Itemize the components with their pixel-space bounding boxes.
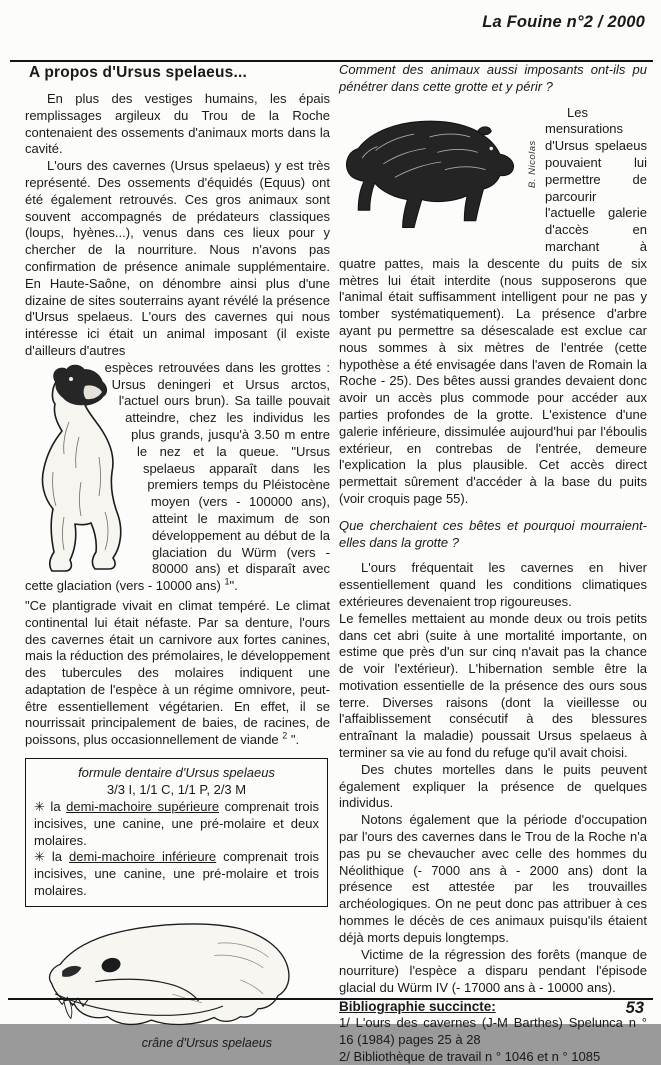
- footer-rule: [8, 998, 653, 1000]
- paragraph: Le femelles mettaient au monde deux ou trois petits dans cet abri (suite à une mortalité importante, on estime que près d'un sur cinq n'avait pas la chance de voir l'extérieur). L'hibernation semble être la motivation essentielle de la présence des ours sous terre. Diverses raisons (dont la vieillesse ou l'affaiblissement consécutif à des blessures entraînant la maladie) poussait Ursus spelaeus à terminer sa vie au fond du refuge qu'il avait choisi.: [339, 610, 647, 761]
- skull-illustration: [25, 917, 323, 1035]
- paragraph-text: "Ce plantigrade vivait en climat tempéré. Le climat continental lui était néfaste. Par sa denture, l'ours des cavernes était un carnivore aux fortes canines, mais la réduction des prémolaires, le développement des tubercules des molaires indiquent une adaptation de l'espèce à un régime omnivore, peut-être essentiellement végétarien. En effet, il se nourrissait principalement de baies, de racines, de poissons, plus occasionnellement de viande: [25, 597, 330, 748]
- paragraph: Notons également que la période d'occupation par l'ours des cavernes dans le Trou de la Roche n'a pas pu se chevaucher avec celle des hommes du Néolithique (- 7000 ans à - 2000 ans) dont la présence est attestée par les trouvailles archéologiques. On ne peut donc pas attribuer à ces hommes le décès de ces animaux puisqu'ils étaient déjà morts depuis longtemps.: [339, 812, 647, 945]
- bullet-text: comprenait trois incisives, une canine, une pré-molaire et trois molaires.: [34, 849, 320, 899]
- bullet-text: comprenait trois incisives, une canine, une pré-molaire et deux molaires.: [34, 799, 320, 848]
- figure-caption: crâne d'Ursus spelaeus: [141, 1035, 272, 1050]
- paragraph: En plus des vestiges humains, les épais remplissages argileux du Trou de la Roche contenaient des ossements d'animaux morts dans la cavité.: [25, 91, 330, 157]
- footnote-ref: 2: [282, 730, 288, 741]
- article-title: A propos d'Ursus spelaeus...: [29, 64, 248, 81]
- bibliography-heading: Bibliographie succincte:: [339, 999, 496, 1015]
- bullet-marker: ✳ la: [34, 799, 67, 815]
- paragraph: Des chutes mortelles dans le puits peuvent également expliquer la présence de quelques individus.: [339, 761, 647, 811]
- paragraph-with-bear: [339, 105, 647, 508]
- underlined-term: demi-machoire inférieure: [69, 849, 217, 865]
- dental-formula: 3/3 I, 1/1 C, 1/1 P, 2/3 M: [106, 782, 247, 798]
- dental-formula-box: [25, 758, 328, 907]
- paragraph-text: ".: [229, 578, 238, 594]
- paragraph: Victime de la régression des forêts (manque de nourriture) l'espèce a disparu pendant l'épisode glacial du Würm IV (- 17000 ans à - 10000 ans).: [339, 946, 647, 996]
- paragraph-text: Les mensurations d'Ursus spelaeus pouvaient lui permettre de parcourir l'actuelle galerie d'accès en marchant à quatre pattes, mais la descente du puits de six mètres lui était interdite (nous supposerons que l'animal était suffisamment intelligent pour ne pas y tomber systématiquement). La présence d'arbre ayant pu permettre sa désescalade est exclue car nous sommes à six mètres de l'entrée (cette hypothèse a été envisagée dans l'aven de Romain la Roche - 25). Des bêtes aussi grandes devaient donc avoir un accès plus commode pour accéder aux parties profondes de la grotte. L'existence d'une galerie inférieure, dissimulée aujourd'hui par l'éboulis extérieur, en contrebas de l'entrée, demeure l'explication la plus plausible. Cet accès direct permettait sûrement d'accéder à la base du puits (voir croquis page 55).: [339, 104, 647, 506]
- bibliography-entry: 1/ L'ours des cavernes (J-M Barthes) Spelunca n ° 16 (1984) pages 25 à 28: [339, 1015, 647, 1047]
- footnote-ref: 1: [224, 576, 230, 587]
- paragraph-text: espèces retrouvées dans les grottes : Ursus deningeri et Ursus arctos, l'actuel ours brun). Sa taille pouvait atteindre, chez les individus les plus grands, jusqu'à 3.50 m entre le nez et la queue. "Ursus spelaeus apparaît dans les premiers temps du Pléistocène moyen (vers - 100000 ans), atteint le maximum de son développement au début de la glaciation du Würm (vers - 80000 ans) et disparaît avec cette glaciation (vers - 10000 ans): [25, 359, 330, 594]
- paragraph-text: ".: [287, 732, 300, 748]
- formula-bullet: [34, 849, 319, 899]
- section-question: Que cherchaient ces bêtes et pourquoi mourraient-elles dans la grotte ?: [339, 517, 647, 550]
- paragraph-with-bear: [25, 360, 330, 595]
- skull-figure: [25, 917, 330, 1050]
- bibliography-entry: 2/ Bibliothèque de travail n ° 1046 et n ° 1085: [339, 1048, 601, 1064]
- underlined-term: demi-machoire supérieure: [66, 799, 220, 815]
- walking-bear-figure: [337, 108, 541, 243]
- left-column: [25, 62, 330, 1050]
- walking-bear-illustration: [337, 108, 525, 243]
- paragraph: [25, 598, 330, 749]
- page-number: 53: [625, 999, 644, 1017]
- formula-box-title: formule dentaire d'Ursus spelaeus: [78, 765, 275, 781]
- paragraph: L'ours des cavernes (Ursus spelaeus) y est très représenté. Des ossements d'équidés (Equus) ont été également retrouvés. Ces gros animaux sont souvent accompagnés de prédateurs classiques (loups, hyènes...), venus dans ces lieux pour y chercher de la nourriture. Nous n'avons pas confirmation de présence animale supplémentaire. En Haute-Saône, on dénombre ainsi plus d'une dizaine de sites souterrains ayant révélé la présence d'Ursus spelaeus. L'ours des cavernes qui nous intéresse ici était un animal imposant (il existe d'ailleurs d'autres: [25, 158, 330, 358]
- illustration-credit: B. Nicolas: [527, 140, 538, 188]
- paragraph: L'ours fréquentait les cavernes en hiver essentiellement quand les conditions climatiques extérieures devenaient trop rigoureuses.: [339, 560, 647, 609]
- journal-title: La Fouine n°2 / 2000: [482, 13, 645, 31]
- section-question: Comment des animaux aussi imposants ont-ils pu pénétrer dans cette grotte et y périr ?: [339, 62, 647, 94]
- formula-bullet: [34, 799, 319, 849]
- bullet-marker: ✳ la: [34, 849, 69, 865]
